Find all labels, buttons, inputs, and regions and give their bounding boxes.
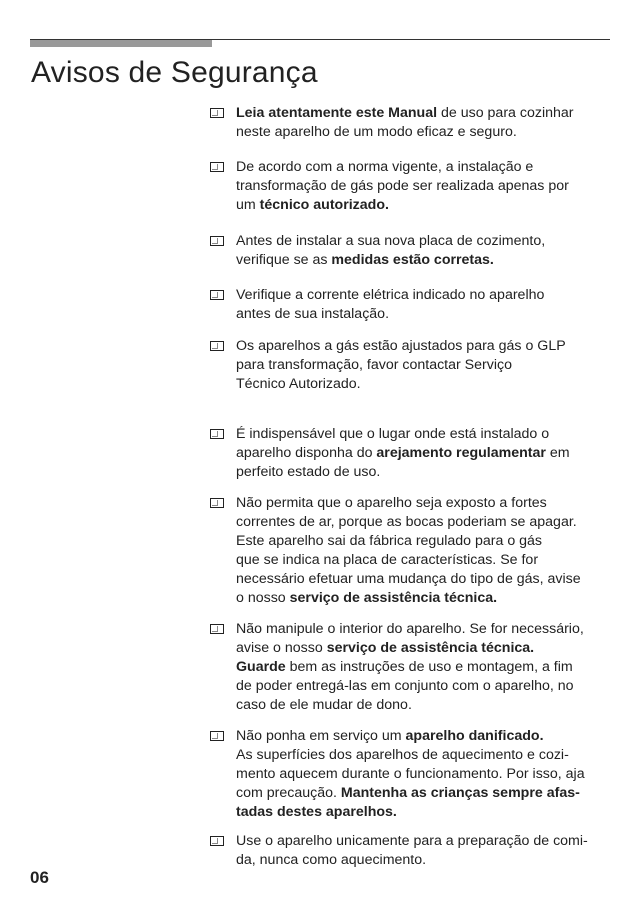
checkbox-bullet-icon <box>210 731 224 741</box>
list-item-text <box>236 727 585 822</box>
checkbox-bullet-icon <box>210 162 224 172</box>
emphasis-text: técnico autorizado. <box>259 197 389 213</box>
list-item-text <box>236 286 544 324</box>
checkbox-bullet-icon <box>210 429 224 439</box>
body-text: Os aparelhos a gás estão ajustados para gás o GLP para transformação, favor contactar Serviço Técnico Autorizado. <box>236 338 566 392</box>
list-item <box>210 620 620 715</box>
body-text: Verifique a corrente elétrica indicado no aparelho antes de sua instalação. <box>236 287 545 322</box>
list-item <box>210 104 620 142</box>
list-item <box>210 286 620 324</box>
checkbox-bullet-icon <box>210 290 224 300</box>
page-title: Avisos de Segurança <box>31 56 318 89</box>
body-text: As superfícies dos aparelhos de aquecimento e cozi- mento aquecem durante o funcionamento. Por isso, aja com precaução. <box>236 747 585 801</box>
body-text: de uso para cozinhar neste aparelho de um modo eficaz e seguro. <box>236 105 574 140</box>
list-item <box>210 337 620 394</box>
checkbox-bullet-icon <box>210 236 224 246</box>
list-item <box>210 494 620 608</box>
emphasis-text: serviço de assistência técnica. <box>289 590 498 606</box>
body-text: Não ponha em serviço um <box>236 728 406 744</box>
emphasis-text: medidas estão corretas. <box>331 252 494 268</box>
checkbox-bullet-icon <box>210 108 224 118</box>
body-text: Antes de instalar a sua nova placa de cozimento, verifique se as <box>236 233 546 268</box>
body-text: em perfeito estado de uso. <box>236 445 570 480</box>
list-item-text <box>236 104 574 142</box>
body-text: De acordo com a norma vigente, a instalação e transformação de gás pode ser realizada apenas por um <box>236 159 569 213</box>
checkbox-bullet-icon <box>210 341 224 351</box>
list-item <box>210 425 620 482</box>
emphasis-text: Mantenha as crianças sempre afas- tadas destes aparelhos. <box>236 785 580 820</box>
list-item-text <box>236 832 588 870</box>
body-text: Não permita que o aparelho seja exposto a fortes correntes de ar, porque as bocas poderiam se apagar. Este aparelho sai da fábrica regulado para o gás que se indica na placa de características. Se for necessário efetuar uma mudança do tipo de gás, avise o nosso <box>236 495 581 606</box>
list-item-text <box>236 620 584 715</box>
checkbox-bullet-icon <box>210 498 224 508</box>
list-item-text <box>236 425 570 482</box>
list-item <box>210 232 620 270</box>
list-item <box>210 832 620 870</box>
body-text: Não manipule o interior do aparelho. Se for necessário, avise o nosso <box>236 621 584 656</box>
list-item-text <box>236 494 581 608</box>
list-item <box>210 158 620 215</box>
list-item <box>210 727 620 822</box>
list-item-text <box>236 158 569 215</box>
emphasis-text: aparelho danificado. <box>405 728 544 744</box>
header-accent-bar <box>30 40 212 47</box>
emphasis-text: Leia atentamente este Manual <box>236 105 438 121</box>
list-item-text <box>236 337 566 394</box>
emphasis-text: Guarde <box>236 659 286 675</box>
checkbox-bullet-icon <box>210 624 224 634</box>
emphasis-text: arejamento regulamentar <box>376 445 546 461</box>
list-item-text <box>236 232 545 270</box>
emphasis-text: serviço de assistência técnica. <box>326 640 535 656</box>
body-text: bem as instruções de uso e montagem, a fim de poder entregá-las em conjunto com o aparelho, no caso de ele mudar de dono. <box>236 659 574 713</box>
body-text: Use o aparelho unicamente para a preparação de comi- da, nunca como aquecimento. <box>236 833 588 868</box>
page-number: 06 <box>30 868 49 887</box>
checkbox-bullet-icon <box>210 836 224 846</box>
body-text: É indispensável que o lugar onde está instalado o aparelho disponha do <box>236 426 550 461</box>
